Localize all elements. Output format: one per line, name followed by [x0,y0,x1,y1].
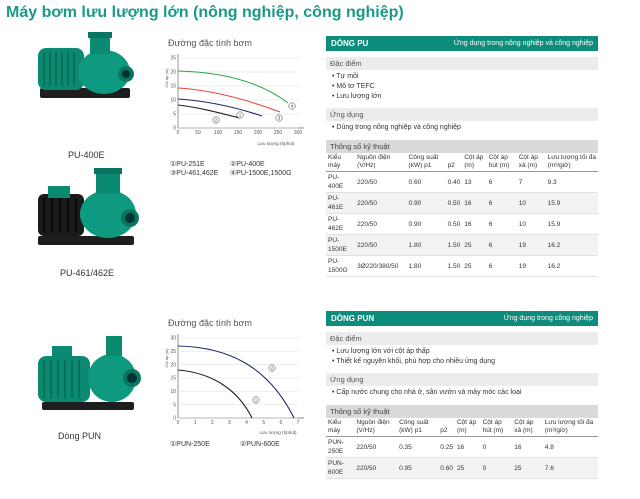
pun-legend-2: ②PUN-600E [240,441,280,448]
pun-marker-1: 1 [254,397,258,403]
x-tick-label: 5 [262,420,266,426]
pu-marker-2: 2 [214,117,218,123]
pun-marker-2: 2 [270,365,274,371]
y-tick-label: 0 [173,415,176,422]
pu-header-use: Ứng dụng trong nông nghiệp và công nghiệp [453,40,593,47]
table-cell: 16 [512,437,543,458]
table-cell: 220/50 [355,235,406,256]
table-row [326,193,598,214]
y-tick-label: 30 [170,335,176,342]
pun-chart-xlabel: Lưu lượng (ℓ/phút) [259,430,297,435]
table-cell: 15.9 [546,214,598,235]
spec-column-header: Kiểu máy [326,153,355,172]
pun-header-name: DÒNG PUN [331,314,375,323]
table-cell: 16 [455,437,481,458]
table-cell: 1.50 [446,235,463,256]
pun-features-title: Đặc điểm [326,332,598,345]
spec-column-header: Lưu lượng tối đa (m³/giờ) [543,418,598,437]
pu-feature: • Lưu lượng lớn [332,92,598,102]
table-cell: 6 [487,235,517,256]
pu-feature: • Tự mồi [332,72,598,82]
table-cell: 0.90 [407,193,446,214]
pu-chart-xlabel: Lưu lượng (ℓ/phút) [257,141,295,146]
table-row [326,214,598,235]
spec-column-header: Nguồn điện (V/Hz) [354,418,397,437]
table-cell: 220/50 [355,172,406,193]
pu-feature: • Mô tơ TEFC [332,82,598,92]
pu-usage-item: • Dùng trong nông nghiệp và công nghiệp [332,123,598,133]
table-cell: 220/50 [355,193,406,214]
spec-column-header: Công suất (kW) p1 [397,418,438,437]
table-cell: 19 [517,235,546,256]
pun-features-list [326,347,598,367]
spec-column-header: Kiểu máy [326,418,354,437]
table-cell: 9.3 [546,172,598,193]
table-cell: 0.95 [397,458,438,479]
pu-usage-list [326,123,598,133]
table-cell: 220/50 [354,437,397,458]
table-cell: 0.50 [446,214,463,235]
x-tick-label: 200 [253,130,263,136]
table-cell: 16.2 [546,256,598,277]
table-cell: 0.60 [407,172,446,193]
table-cell: 0.40 [446,172,463,193]
pu-chart-ylabel: Cột áp (m) [164,68,169,88]
pu-chart-title: Đường đặc tính bơm [168,38,252,48]
pun-feature: • Thiết kế nguyên khối, phù hợp cho nhiều ứng dụng [332,357,598,367]
spec-column-header: Cột áp (m) [455,418,481,437]
spec-column-header: Cột áp (m) [462,153,487,172]
pun-legend-1: ①PUN-250E [170,441,210,448]
table-cell: 0.60 [438,458,455,479]
pun-chart-title: Đường đặc tính bơm [168,318,252,328]
x-tick-label: 3 [228,420,231,426]
pu-legend-2: ②PU-400E [230,161,265,168]
y-tick-label: 20 [170,362,176,369]
pun-chart-legend [170,440,320,448]
table-cell: PU-1500G [326,256,355,277]
pu-header-name: DÒNG PU [331,39,369,48]
table-row [326,235,598,256]
pu-features-list [326,72,598,102]
pu-marker-3: 3 [277,115,281,121]
table-cell: 25 [455,458,481,479]
x-tick-label: 300 [293,130,303,136]
table-cell: 6 [487,214,517,235]
table-cell: 0 [481,458,513,479]
spec-column-header: Cột áp hút (m) [481,418,513,437]
pu-header [326,36,598,51]
y-tick-label: 5 [173,111,176,118]
spec-column-header: Cột áp xả (m) [512,418,543,437]
spec-column-header: Cột áp hút (m) [487,153,517,172]
table-cell: 6 [487,256,517,277]
table-cell: 25 [462,235,487,256]
page-title: Máy bơm lưu lượng lớn (nông nghiệp, công nghiệp) [6,4,404,21]
pun-usage-list [326,388,598,398]
pun-pump-image [34,332,144,422]
table-cell: 16.2 [546,235,598,256]
pun-panel [326,311,598,479]
spec-column-header: Nguồn điện (V/Hz) [355,153,406,172]
pu-chart [158,48,308,148]
table-cell: 1.50 [446,256,463,277]
pu-400e-pump-image [34,30,140,130]
table-cell: 13 [462,172,487,193]
table-cell: 16 [462,193,487,214]
y-tick-label: 10 [170,97,176,104]
pu-panel [326,36,598,277]
pu-marker-1: 1 [238,112,242,118]
table-cell: 10 [517,193,546,214]
table-cell: 16 [462,214,487,235]
pun-header-use: Ứng dụng trong công nghiệp [503,315,593,322]
pu-spec-table [326,153,598,277]
table-cell: 0.35 [397,437,438,458]
table-cell: 1.80 [407,256,446,277]
spec-column-header: Cột áp xả (m) [517,153,546,172]
y-tick-label: 25 [170,348,176,355]
table-cell: PUN-600E [326,458,354,479]
x-tick-label: 250 [273,130,283,136]
table-cell: 7 [517,172,546,193]
table-cell: 6 [487,172,517,193]
spec-column-header: Công suất (kW) p1 [407,153,446,172]
pu-legend-3: ③PU-461,462E [170,170,219,177]
table-cell: 25 [512,458,543,479]
table-cell: 220/50 [354,458,397,479]
y-tick-label: 15 [170,375,176,382]
pu-legend-1: ①PU-251E [170,161,205,168]
y-tick-label: 20 [170,69,176,76]
table-cell: PU-462E [326,214,355,235]
y-tick-label: 25 [170,55,176,62]
table-cell: 0 [481,437,513,458]
x-tick-label: 150 [233,130,243,136]
spec-column-header: Lưu lượng tối đa (m³/giờ) [546,153,598,172]
table-cell: PUN-250E [326,437,354,458]
pu-usage-title: Ứng dụng [326,108,598,121]
spec-column-header: p2 [446,153,463,172]
table-cell: PU-461E [326,193,355,214]
pun-curve-1 [178,370,252,418]
table-row [326,437,598,458]
y-tick-label: 15 [170,83,176,90]
table-row [326,172,598,193]
table-cell: 19 [517,256,546,277]
x-tick-label: 7 [296,420,300,426]
table-cell: 4.8 [543,437,598,458]
pun-curve-2 [178,346,294,418]
table-cell: PU-1500E [326,235,355,256]
spec-column-header: p2 [438,418,455,437]
pu-spec-title: Thông số kỹ thuật [326,140,598,153]
x-tick-label: 4 [245,420,248,426]
pun-header [326,311,598,326]
table-cell: 0.50 [446,193,463,214]
x-tick-label: 100 [213,130,223,136]
table-cell: 7.6 [543,458,598,479]
y-tick-label: 0 [173,125,176,132]
table-cell: 25 [462,256,487,277]
table-cell: 15.9 [546,193,598,214]
x-tick-label: 50 [195,130,201,136]
x-tick-label: 2 [210,420,214,426]
pun-chart [158,328,308,438]
table-cell: 3Ø220/380/50 [355,256,406,277]
pu-marker-4: 4 [290,103,294,109]
table-cell: 0.25 [438,437,455,458]
table-row [326,256,598,277]
table-cell: PU-400E [326,172,355,193]
pun-usage-title: Ứng dụng [326,373,598,386]
x-tick-label: 1 [193,420,197,426]
table-cell: 220/50 [355,214,406,235]
pun-usage-item: • Cấp nước chung cho nhà ở, sân vườn và máy móc các loại [332,388,598,398]
table-row [326,458,598,479]
pun-feature: • Lưu lượng lớn với cột áp thấp [332,347,598,357]
x-tick-label: 0 [176,420,180,426]
y-tick-label: 5 [173,402,176,409]
table-cell: 10 [517,214,546,235]
pu-400e-caption: PU-400E [68,150,105,160]
pu-legend-4: ④PU-1500E,1500G [230,170,292,177]
pun-spec-table [326,418,598,479]
pu-features-title: Đặc điểm [326,57,598,70]
pun-spec-title: Thông số kỹ thuật [326,405,598,418]
pu-461-462e-pump-image [34,166,144,262]
pu-curve-4 [178,71,288,103]
x-tick-label: 6 [279,420,283,426]
table-cell: 0.90 [407,214,446,235]
pun-chart-ylabel: Cột áp (m) [164,348,169,368]
x-tick-label: 0 [176,130,180,136]
table-cell: 6 [487,193,517,214]
pu-461-462e-caption: PU-461/462E [60,268,115,278]
pu-chart-legend [170,160,320,178]
pun-caption: Dòng PUN [58,431,102,441]
table-cell: 1.80 [407,235,446,256]
y-tick-label: 10 [170,388,176,395]
